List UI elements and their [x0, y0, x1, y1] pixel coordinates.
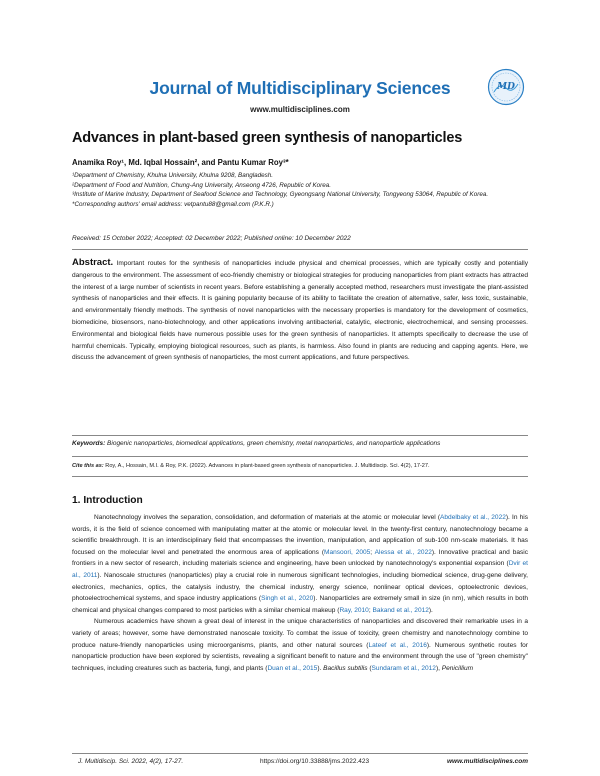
abstract-label: Abstract. — [72, 257, 114, 268]
journal-logo-text: MD — [497, 82, 515, 92]
body-text: ). Nanoscale structures (nanoparticles) play a crucial role in numerous significant technologies, including biomedical science, drug-gene delivery, electronics, mechanics, optics, the catalysis industry, the chemical industry, energy science, nonlinear optical devices, optoelectronic devices, photoelectrochemical systems, and space industry applications ( — [72, 571, 528, 603]
journal-logo-icon — [487, 68, 525, 106]
body-text: ; — [368, 606, 373, 614]
body-text: ), — [435, 664, 442, 672]
citation-link[interactable]: Ray, 2010 — [339, 606, 369, 614]
citation-link[interactable]: Bakand et al., 2012 — [372, 606, 429, 614]
body-text: ). In his words, it is the field of science concerned with manipulating matter at the atomic or molecular level. In the twenty-first century, nanotechnology became a scientific breakthrough. It is an interdisciplinary field that encompasses the invention, manipulation, and application of sub-100 nm-scale materials. It has focused on the molecular level and penetrated the enormous area of applications ( — [72, 514, 528, 556]
affiliations — [72, 171, 534, 209]
abstract — [72, 257, 528, 364]
footer-website[interactable]: www.multidisciplines.com — [446, 758, 528, 765]
paragraph — [72, 616, 528, 674]
paper-title: Advances in plant-based green synthesis of nanoparticles — [72, 130, 463, 146]
body-text: ( — [367, 664, 372, 672]
page-footer — [72, 758, 528, 770]
keywords-label: Keywords: — [72, 440, 106, 447]
author-list: Anamika Roy¹, Md. Iqbal Hossain², and Pantu Kumar Roy³* — [72, 158, 289, 167]
citation-link[interactable]: Mansoori, 2005 — [324, 548, 371, 556]
body-text: ). Numerous synthetic routes for nanoparticle production have been explored by scientists, revealing a significant benefit to nature and the environment through the use of "green chemistry" techniques, including creatures such as bacteria, fungi, and plants ( — [72, 641, 528, 672]
keywords — [72, 440, 528, 447]
body-text: ). — [317, 664, 324, 672]
journal-url[interactable]: www.multidisciplines.com — [250, 105, 350, 114]
body-text: Numerous academics have shown a great deal of interest in the unique characteristics of nanoparticles and discovered their remarkable uses in a variety of areas; however, some have demonstrated nanoscale toxicity. To combat the issue of toxicity, green chemistry and nanotechnology combine to produce nature-friendly nanoparticles using microorganisms, plants, and other natural sources ( — [72, 618, 528, 649]
affiliation-1: ¹Department of Chemistry, Khulna University, Khulna 9208, Bangladesh. — [72, 172, 274, 179]
affiliation-3: ³Institute of Marine Industry, Department of Seafood Science and Technology, Gyeongsang National University, Tongyeong 53064, Republic of Korea. — [72, 191, 489, 199]
citation-link[interactable]: Singh et al., 2020 — [261, 595, 314, 603]
citation-link[interactable]: Duan et al., 2015 — [267, 664, 318, 672]
affiliation-2: ²Department of Food and Nutrition, Chung-Ang University, Anseong 4726, Republic of Korea. — [72, 181, 332, 189]
paragraph — [72, 512, 528, 616]
species-name: Penicillium — [441, 664, 474, 672]
body-text: ). — [428, 606, 433, 614]
publication-dates: Received: 15 October 2022; Accepted: 02 December 2022; Published online: 10 December 2022 — [72, 235, 351, 242]
journal-title: Journal of Multidisciplinary Sciences — [149, 78, 451, 98]
citation-link[interactable]: Dvir et al., 2011 — [72, 560, 528, 579]
divider — [72, 476, 528, 477]
body-text: Nanotechnology involves the separation, consolidation, and deformation of materials at the atomic or molecular level ( — [94, 514, 441, 521]
divider — [72, 435, 528, 436]
species-name: Bacillus subtilis — [323, 664, 368, 672]
citation-link[interactable]: Alessa et al., 2022 — [374, 548, 432, 556]
section-heading-introduction: 1. Introduction — [72, 495, 143, 506]
body-text: ). Nanoparticles are extremely small in size (in nm), which results in both chemical and physical changes compared to most particles with a similar chemical makeup ( — [72, 595, 528, 614]
body-text: ; — [370, 548, 375, 556]
footer-doi[interactable]: https://doi.org/10.33888/jms.2022.423 — [260, 758, 370, 765]
footer-divider — [72, 753, 528, 754]
divider — [72, 249, 528, 250]
introduction-body — [72, 512, 528, 674]
footer-citation: J. Multidiscip. Sci. 2022, 4(2), 17-27. — [78, 758, 184, 765]
citation-link[interactable]: Lateef et al., 2016 — [368, 641, 427, 649]
corresponding-author: *Corresponding authors' email address: vetpantu88@gmail.com (P.K.R.) — [72, 200, 274, 208]
citation-link[interactable]: Sundaram et al., 2012 — [371, 664, 436, 672]
citation-text: Roy, A., Hossain, M.I. & Roy, P.K. (2022). Advances in plant-based green synthesis of nanoparticles. J. Multidiscip. Sci. 4(2), 17-27. — [105, 463, 430, 469]
citation-link[interactable]: Abdelbaky et al., 2022 — [440, 514, 506, 521]
keywords-text: Biogenic nanoparticles, biomedical applications, green chemistry, metal nanoparticles, and nanoparticle applications — [107, 440, 441, 447]
abstract-text: Important routes for the synthesis of nanoparticles include physical and chemical processes, which are typically costly and potentially dangerous to the environment. The assessment of eco-friendly chemistry or biological strategies for producing nanoparticles from plant extracts has attracted the interest of a large number of scientists in recent years. Before establishing a generally accepted method, researchers must investigate the plant-assisted synthesis of nanoparticles and their effects. It is gaining popularity because of its ability to facilitate the creation of alternative, safer, less toxic, sustainable, and environmentally friendly methods. The synthesis of novel nanoparticles with the necessary properties is mandatory for the development of cosmetics, biomedicine, biosensors, nano-biotechnology, and other applications involving antibacterial, catalytic, electronic, electrochemical, and sensing processes. Environmental and biological fields have numerous possible uses for the green synthesis of nanoparticles. It attempts specifically to decrease the use of harmful chemicals. Typically, employing biological resources, such as plants, is harmless. Also found in plants are reducing and capping agents. Here, we discuss the advancement of green synthesis of nanoparticles, the most current applications, and future perspectives. — [72, 260, 528, 362]
citation-label: Cite this as: — [72, 463, 104, 469]
divider — [72, 456, 528, 457]
body-text: ). Innovative practical and basic frontiers in a new sector of research, including materials science and engineering, have been unlocked by nanotechnology's exponential expansion ( — [72, 548, 528, 568]
citation — [72, 463, 528, 469]
